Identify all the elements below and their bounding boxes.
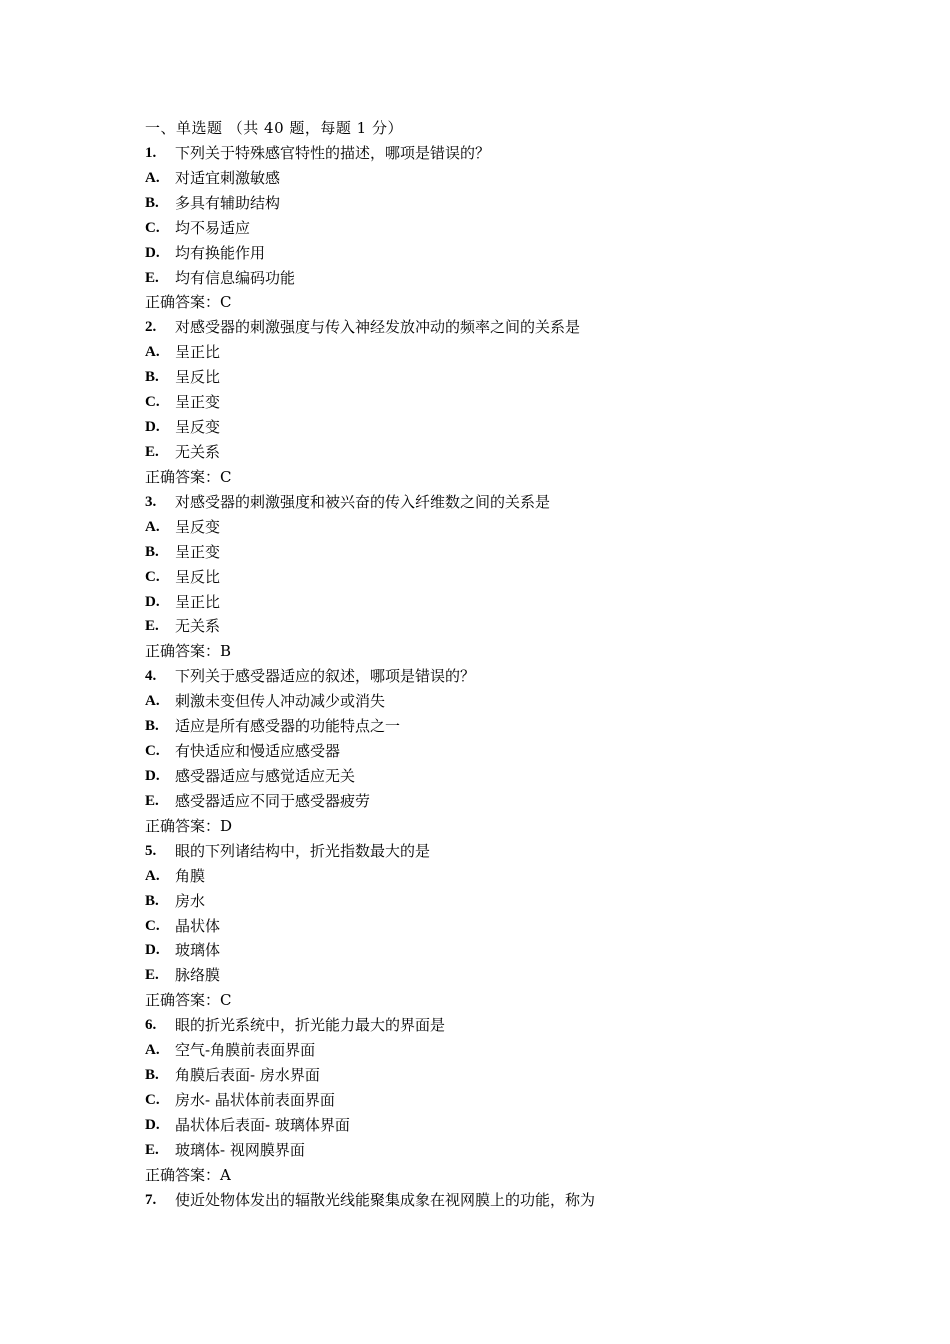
option-label: D. — [145, 1116, 160, 1133]
question-text: 对感受器的刺激强度和被兴奋的传入纤维数之间的关系是 — [175, 492, 551, 511]
option-text: 刺激未变但传人冲动减少或消失 — [175, 692, 386, 711]
question-block — [145, 141, 865, 315]
option-text: 玻璃体- 视网膜界面 — [175, 1140, 305, 1159]
option-label: E. — [145, 618, 159, 635]
option-label: B. — [145, 1067, 159, 1084]
option-text: 房水 — [175, 891, 206, 910]
option-label: D. — [145, 593, 160, 610]
question-stem — [145, 1188, 865, 1213]
option-text: 呈反变 — [175, 418, 221, 437]
option-text: 呈反变 — [175, 517, 221, 536]
question-text: 使近处物体发出的辐散光线能聚集成象在视网膜上的功能，称为 — [175, 1190, 596, 1209]
option-text: 适应是所有感受器的功能特点之一 — [175, 717, 401, 736]
option-item — [145, 963, 865, 988]
option-label: D. — [145, 419, 160, 436]
option-label: A. — [145, 518, 160, 535]
option-label: B. — [145, 369, 159, 386]
option-item — [145, 1113, 865, 1138]
option-item — [145, 390, 865, 415]
option-item — [145, 565, 865, 590]
option-item — [145, 938, 865, 963]
option-item — [145, 714, 865, 739]
option-label: E. — [145, 443, 159, 460]
option-label: C. — [145, 917, 160, 934]
option-text: 呈正变 — [175, 393, 221, 412]
document-body — [145, 116, 865, 1213]
option-item — [145, 241, 865, 266]
option-text: 呈反比 — [175, 368, 221, 387]
option-label: E. — [145, 792, 159, 809]
question-stem — [145, 664, 865, 689]
question-block — [145, 1013, 865, 1187]
option-item — [145, 216, 865, 241]
option-item — [145, 1088, 865, 1113]
question-number: 4. — [145, 668, 157, 685]
question-block — [145, 1188, 865, 1213]
option-text: 对适宜刺激敏感 — [175, 168, 281, 187]
option-item — [145, 440, 865, 465]
option-label: A. — [145, 1042, 160, 1059]
question-stem — [145, 490, 865, 515]
option-item — [145, 689, 865, 714]
option-text: 空气-角膜前表面界面 — [175, 1041, 316, 1060]
option-text: 角膜 — [175, 866, 206, 885]
option-text: 无关系 — [175, 617, 221, 636]
option-text: 多具有辅助结构 — [175, 193, 281, 212]
option-label: B. — [145, 718, 159, 735]
option-item — [145, 1038, 865, 1063]
option-item — [145, 789, 865, 814]
question-number: 7. — [145, 1191, 157, 1208]
correct-answer: 正确答案：C — [145, 293, 232, 312]
option-item — [145, 540, 865, 565]
question-text: 眼的折光系统中，折光能力最大的界面是 — [175, 1016, 446, 1035]
option-item — [145, 266, 865, 291]
option-text: 呈正比 — [175, 343, 221, 362]
question-number: 5. — [145, 842, 157, 859]
option-item — [145, 889, 865, 914]
correct-answer: 正确答案：C — [145, 991, 232, 1010]
option-label: B. — [145, 892, 159, 909]
option-label: A. — [145, 693, 160, 710]
question-list — [145, 141, 865, 1213]
question-stem — [145, 1013, 865, 1038]
option-text: 感受器适应不同于感受器疲劳 — [175, 791, 371, 810]
option-text: 有快适应和慢适应感受器 — [175, 742, 341, 761]
correct-answer: 正确答案：D — [145, 816, 233, 835]
option-item — [145, 914, 865, 939]
option-label: A. — [145, 169, 160, 186]
option-text: 呈反比 — [175, 567, 221, 586]
question-stem — [145, 839, 865, 864]
option-label: D. — [145, 244, 160, 261]
question-block — [145, 315, 865, 489]
option-label: B. — [145, 543, 159, 560]
question-block — [145, 839, 865, 1013]
question-number: 3. — [145, 493, 157, 510]
option-item — [145, 166, 865, 191]
option-text: 玻璃体 — [175, 941, 221, 960]
option-label: C. — [145, 219, 160, 236]
option-item — [145, 415, 865, 440]
option-item — [145, 515, 865, 540]
option-item — [145, 764, 865, 789]
option-text: 感受器适应与感觉适应无关 — [175, 766, 356, 785]
option-text: 晶状体 — [175, 916, 221, 935]
option-text: 呈正变 — [175, 542, 221, 561]
option-item — [145, 340, 865, 365]
option-text: 均有信息编码功能 — [175, 268, 296, 287]
option-label: B. — [145, 194, 159, 211]
option-item — [145, 365, 865, 390]
question-stem — [145, 141, 865, 166]
option-label: E. — [145, 967, 159, 984]
option-item — [145, 191, 865, 216]
option-label: A. — [145, 344, 160, 361]
option-text: 晶状体后表面- 玻璃体界面 — [175, 1115, 350, 1134]
question-number: 1. — [145, 144, 157, 161]
question-number: 2. — [145, 319, 157, 336]
option-item — [145, 739, 865, 764]
option-text: 均不易适应 — [175, 218, 251, 237]
option-text: 无关系 — [175, 442, 221, 461]
question-number: 6. — [145, 1017, 157, 1034]
option-item — [145, 864, 865, 889]
correct-answer: 正确答案：C — [145, 467, 232, 486]
option-item — [145, 614, 865, 639]
option-label: E. — [145, 269, 159, 286]
question-text: 眼的下列诸结构中，折光指数最大的是 — [175, 841, 431, 860]
option-label: C. — [145, 568, 160, 585]
correct-answer: 正确答案：A — [145, 1165, 231, 1184]
correct-answer: 正确答案：B — [145, 642, 232, 661]
question-text: 对感受器的刺激强度与传入神经发放冲动的频率之间的关系是 — [175, 318, 581, 337]
option-label: C. — [145, 394, 160, 411]
option-label: A. — [145, 867, 160, 884]
question-stem — [145, 315, 865, 340]
question-text: 下列关于感受器适应的叙述，哪项是错误的？ — [175, 667, 476, 686]
option-item — [145, 590, 865, 615]
option-label: D. — [145, 767, 160, 784]
question-block — [145, 664, 865, 838]
option-label: C. — [145, 1091, 160, 1108]
option-text: 呈正比 — [175, 592, 221, 611]
section-title: 一、单选题 （共 40 题，每题 1 分） — [145, 119, 403, 137]
option-text: 房水- 晶状体前表面界面 — [175, 1090, 335, 1109]
option-item — [145, 1138, 865, 1163]
option-label: C. — [145, 743, 160, 760]
option-item — [145, 1063, 865, 1088]
option-text: 脉络膜 — [175, 966, 221, 985]
option-label: E. — [145, 1141, 159, 1158]
option-text: 角膜后表面- 房水界面 — [175, 1066, 320, 1085]
question-text: 下列关于特殊感官特性的描述，哪项是错误的？ — [175, 143, 491, 162]
question-block — [145, 490, 865, 664]
option-text: 均有换能作用 — [175, 243, 266, 262]
option-label: D. — [145, 942, 160, 959]
